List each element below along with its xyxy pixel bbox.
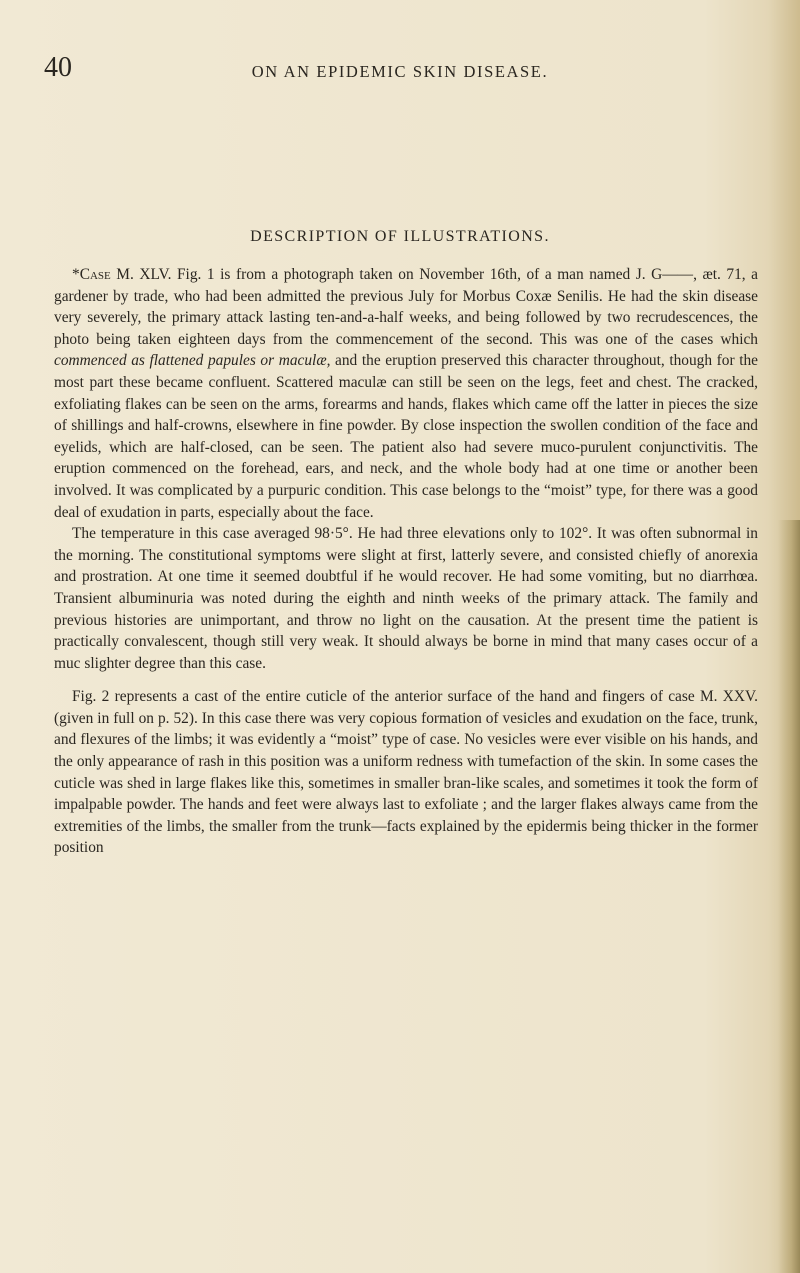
page-header [0,52,800,92]
paragraph-1-part-b: and the eruption preserved this character throughout, though for the most part these became confluent. Scattered maculæ can still be seen on the legs, feet and chest. The cracked, exfoliating flakes can be seen on the arms, forearms and hands, flakes which came off the latter in pieces the size of shillings and half-crowns, elsewhere in fine powder. By close inspection the swollen condition of the face and eyelids, which are half-closed, can be seen. The patient also had severe muco-purulent conjunctivitis. The eruption commenced on the forehead, ears, and neck, and the whole body had at one time or another been involved. It was complicated by a purpuric condition. This case belongs to the “moist” type, for there was a good deal of exudation in parts, especially about the face. [54,352,759,521]
paragraph-1-part-a: M. XLV. Fig. 1 is from a photograph taken on November 16th, of a man named J. G——, æt. 71, a gardener by trade, who had been admitted the previous July for Morbus Coxæ Senilis. He had the skin disease very severely, the primary attack lasting ten-and-a-half weeks, and being followed by two recrudescences, the photo being taken eighteen days from the commencement of the second. This was one of the cases which [54,266,758,348]
section-title: DESCRIPTION OF ILLUSTRATIONS. [250,228,550,245]
page-edge-stain [778,520,800,1273]
page-number: 40 [44,52,72,83]
body-text [54,264,758,859]
running-title: ON AN EPIDEMIC SKIN DISEASE. [251,62,549,81]
paragraph-fig-2: Fig. 2 represents a cast of the entire cuticle of the anterior surface of the hand and fingers of case M. XXV. (given in full on p. 52). In this case there was very copious formation of vesicles and exudation on the face, trunk, and flexures of the limbs; it was evidently a “moist” type of case. No vesicles were ever visible on his hands, and the only appearance of rash in this position was a uniform redness with tumefaction of the skin. In some cases the cuticle was shed in large flakes like this, sometimes in smaller bran-like scales, and sometimes it took the form of impalpable powder. The hands and feet were always last to exfoliate ; and the larger flakes always came from the extremities of the limbs, the smaller from the trunk—facts explained by the epidermis being thicker in the former position [54,688,758,857]
case-lead: *Case [72,266,111,283]
paragraph-case-xlv [54,264,758,523]
paragraph-1-italic: commenced as flattened papules or maculæ, [54,352,331,370]
paragraph-temperature: The temperature in this case averaged 98·5°. He had three elevations only to 102°. It was often subnormal in the morning. The constitutional symptoms were slight at first, latterly severe, and consisted chiefly of anorexia and prostration. At one time it seemed doubtful if he would recover. He had some vomiting, but no diarrhœa. Transient albuminuria was noted during the eighth and ninth weeks of the primary attack. The family and previous histories are unimportant, and throw no light on the causation. At the present time the patient is practically convalescent, though still very weak. It should always be borne in mind that many cases occur of a muc slighter degree than this case. [54,525,758,672]
